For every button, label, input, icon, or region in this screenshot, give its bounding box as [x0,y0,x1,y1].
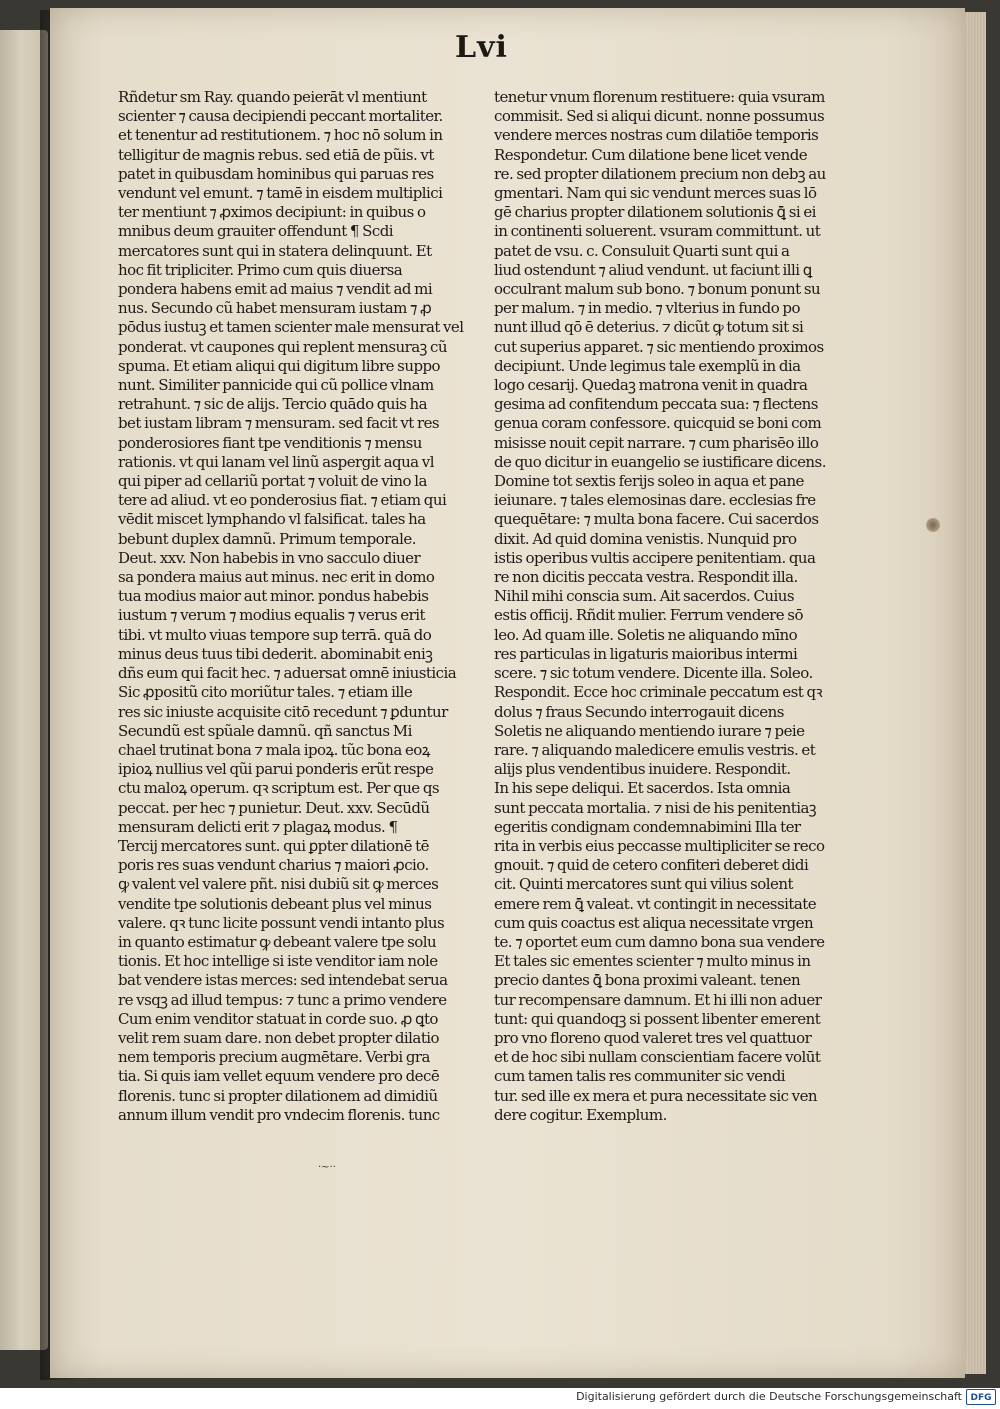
right-column-line: res particulas in ligaturis maioribus intermi [494,644,798,663]
right-text-column [494,88,849,1125]
right-column-line: precio dantes ꝗ̄ bona proximi valeant. tenen [494,971,801,990]
left-column-line: re vsqꝫ ad illud tempus: ⁊ tunc a primo vendere [118,990,447,1009]
left-column-line: ipioꝝ nullius vel qũi parui ponderis erũt respe [118,760,434,779]
right-column-line: liud ostendunt ⁊ aliud vendunt. ut faciunt illi ꝗ [494,260,812,279]
left-column-line: peccat. per hec ⁊ punietur. Deut. xxv. Secūdũ [118,798,430,817]
left-column-line: florenis. tunc si propter dilationem ad dimidiũ [118,1086,438,1105]
right-column-line: istis operibus vultis accipere penitentiam. qua [494,548,816,567]
left-column-line: annum illum vendit pro vndecim florenis. tunc [118,1105,440,1124]
right-column-line: alijs plus vendentibus inuidere. Respondit. [494,760,791,779]
left-column-line: qui piper ad cellariũ portat ⁊ voluit de vino la [118,472,427,491]
left-column-line: dñs eum qui facit hec. ⁊ aduersat omnē iniusticia [118,664,457,683]
footer-bar [0,1388,1000,1409]
right-column-line: de quo dicitur in euangelio se iustificare dicens. [494,452,826,471]
left-column-line: tionis. Et hoc intellige si iste venditor iam nole [118,952,438,971]
left-column-line: tua modius maior aut minor. pondus habebis [118,587,429,606]
left-column-line: bat vendere istas merces: sed intendebat serua [118,971,448,990]
left-column-line: ponderosiores fiant tpe venditionis ⁊ mensu [118,433,422,452]
left-column-line: Tercij mercatores sunt. qui ꝑpter dilationē tē [118,836,429,855]
left-column-line: chael trutinat bona ⁊ mala ipoꝝ. tũc bona eoꝝ [118,740,430,759]
right-column-line: Et tales sic ementes scienter ⁊ multo minus in [494,952,811,971]
right-column-line: cut superius apparet. ⁊ sic mentiendo proximos [494,337,824,356]
folio-number: Lvi [455,30,508,65]
signature-mark: ·~·· [318,1162,336,1173]
right-column-line: nunt illud qō ē deterius. ⁊ dicũt ꝙ totum sit si [494,318,804,337]
left-column-line: tia. Si quis iam vellet equum vendere pro decē [118,1067,440,1086]
left-column-line: rationis. vt qui lanam vel linũ aspergit aqua vl [118,452,434,471]
right-column-line: egeritis condignam condemnabimini Illa ter [494,817,801,836]
right-column-line: gmentari. Nam qui sic vendunt merces suas lō [494,184,817,203]
left-column-line: vendunt vel emunt. ⁊ tamē in eisdem multiplici [118,184,443,203]
right-column-line: estis officij. Rñdit mulier. Ferrum vendere sō [494,606,803,625]
left-column-line: telligitur de magnis rebus. sed etiā de pũis. vt [118,145,434,164]
right-column-line: re non dicitis peccata vestra. Respondit illa. [494,568,798,587]
funding-credit: Digitalisierung gefördert durch die Deutsche Forschungsgemeinschaft [576,1390,962,1403]
left-column-line: poris res suas vendunt charius ⁊ maiori ꝓcio. [118,856,429,875]
right-column-line: rita in verbis eius peccasse multipliciter se reco [494,836,825,855]
left-column-line: patet in quibusdam hominibus qui paruas res [118,164,434,183]
left-column-line: Deut. xxv. Non habebis in vno sacculo diuer [118,548,421,567]
page-block-edge [962,12,986,1374]
right-column-line: scere. ⁊ sic totum vendere. Dicente illa. Soleo. [494,664,813,683]
right-column-line: pro vno floreno quod valeret tres vel quattuor [494,1028,812,1047]
left-column-line: valere. qꝛ tunc licite possunt vendi intanto plus [118,913,445,932]
left-column-line: iustum ⁊ verum ⁊ modius equalis ⁊ verus erit [118,606,425,625]
dfg-logo: DFG [966,1389,996,1405]
left-column-line: nunt. Similiter pannicide qui cũ pollice vlnam [118,376,434,395]
right-column-line: per malum. ⁊ in medio. ⁊ vlterius in fundo po [494,299,800,318]
left-column-line: Secundũ est spũale damnũ. qñ sanctus Mi [118,721,412,740]
left-column-line: pōdus iustuꝫ et tamen scienter male mensurat vel [118,318,464,337]
right-column-line: gesima ad confitendum peccata sua: ⁊ flectens [494,395,818,414]
right-column-line: re. sed propter dilationem precium non debꝫ au [494,164,826,183]
left-column-line: hoc fit tripliciter. Primo cum quis diuersa [118,260,403,279]
left-column-line: mercatores sunt qui in statera delinquunt. Et [118,241,432,260]
left-column-line: Sic ꝓpositũ cito moriũtur tales. ⁊ etiam ille [118,683,413,702]
left-column-line: ctu maloꝝ operum. qꝛ scriptum est. Per que qs [118,779,440,798]
right-column-line: cit. Quinti mercatores sunt qui vilius solent [494,875,793,894]
left-column-line: tibi. vt multo viuas tempore sup terrā. quā do [118,625,432,644]
left-column-line: ter mentiunt ⁊ ꝓximos decipiunt: in quibus o [118,203,426,222]
right-column-line: Soletis ne aliquando mentiendo iurare ⁊ peie [494,721,805,740]
right-column-line: tur recompensare damnum. Et hi illi non aduer [494,990,822,1009]
right-column-line: quequētare: ⁊ multa bona facere. Cui sacerdos [494,510,819,529]
right-column-line: vendere merces nostras cum dilatiōe temporis [494,126,819,145]
left-column-line: nus. Secundo cũ habet mensuram iustam ⁊ ꝓ [118,299,432,318]
left-column-line: tere ad aliud. vt eo ponderosius fiat. ⁊ etiam qui [118,491,447,510]
left-column-line: vēdit miscet lymphando vl falsificat. tales ha [118,510,426,529]
left-column-line: mnibus deum grauiter offendunt ¶ Scdi [118,222,393,241]
right-column-line: dere cogitur. Exemplum. [494,1105,667,1124]
right-column-line: te. ⁊ oportet eum cum damno bona sua vendere [494,932,825,951]
right-column-line: sunt peccata mortalia. ⁊ nisi de his penitentiaꝫ [494,798,817,817]
right-column-line: genua coram confessore. quicquid se boni com [494,414,822,433]
right-column-line: Domine tot sextis ferijs soleo in aqua et pane [494,472,804,491]
right-column-line: commisit. Sed si aliqui dicunt. nonne possumus [494,107,825,126]
left-column-line: scienter ⁊ causa decipiendi peccant mortaliter. [118,107,443,126]
left-column-line: spuma. Et etiam aliqui qui digitum libre suppo [118,356,441,375]
right-column-line: tunt: qui quandoqꝫ si possent libenter emerent [494,1009,821,1028]
right-column-line: et de hoc sibi nullam conscientiam facere volūt [494,1048,821,1067]
right-column-line: patet de vsu. c. Consuluit Quarti sunt qui a [494,241,790,260]
left-column-line: minus deus tuus tibi dederit. abominabit eniꝫ [118,644,433,663]
left-column-line: Rñdetur sm Ray. quando peierāt vl mentiunt [118,88,427,106]
left-column-line: bebunt duplex damnũ. Primum temporale. [118,529,416,548]
left-column-line: res sic iniuste acquisite citō recedunt ⁊ ꝑduntur [118,702,448,721]
left-column-line: nem temporis precium augmētare. Verbi gra [118,1048,430,1067]
left-column-line: ꝙ valent vel valere pñt. nisi dubiũ sit ꝙ merces [118,875,439,894]
left-column-line: mensuram delicti erit ⁊ plagaꝝ modus. ¶ [118,817,398,836]
right-column-line: Nihil mihi conscia sum. Ait sacerdos. Cuius [494,587,795,606]
right-column-line: Respondit. Ecce hoc criminale peccatum est qꝛ [494,683,823,702]
right-column-line: occulrant malum sub bono. ⁊ bonum ponunt su [494,280,821,299]
left-column-line: in quanto estimatur ꝙ debeant valere tpe solu [118,932,437,951]
right-column-line: misisse nouit cepit narrare. ⁊ cum pharisēo illo [494,433,819,452]
right-column-line: tur. sed ille ex mera et pura necessitate sic ven [494,1086,818,1105]
right-column-line: logo cesarij. Quedaꝫ matrona venit in quadra [494,376,808,395]
left-column-line: et tenentur ad restitutionem. ⁊ hoc nō solum in [118,126,443,145]
left-column-line: vendite tpe solutionis debeant plus vel minus [118,894,432,913]
right-column-line: In his sepe deliqui. Et sacerdos. Ista omnia [494,779,791,798]
left-column-line: bet iustam libram ⁊ mensuram. sed facit vt res [118,414,440,433]
left-column-line: velit rem suam dare. non debet propter dilatio [118,1028,440,1047]
right-column-line: gnouit. ⁊ quid de cetero confiteri deberet didi [494,856,809,875]
right-column-line: dixit. Ad quid domina venistis. Nunquid pro [494,529,797,548]
right-column-line: ieiunare. ⁊ tales elemosinas dare. ecclesias fre [494,491,816,510]
left-text-column [118,88,463,1125]
right-column-line: rare. ⁊ aliquando maledicere emulis vestris. et [494,740,816,759]
left-column-line: sa pondera maius aut minus. nec erit in domo [118,568,435,587]
ink-blot [926,518,940,532]
left-column-line: ponderat. vt caupones qui replent mensuraꝫ cũ [118,337,447,356]
right-column-line: dolus ⁊ fraus Secundo interrogauit dicens [494,702,784,721]
left-column-line: Cum enim venditor statuat in corde suo. ꝓ ꝗto [118,1009,438,1028]
right-column-line: in continenti soluerent. vsuram committunt. ut [494,222,821,241]
right-column-line: emere rem ꝗ̄ valeat. vt contingit in necessitate [494,894,817,913]
left-column-line: retrahunt. ⁊ sic de alijs. Tercio quādo quis ha [118,395,428,414]
right-column-line: leo. Ad quam ille. Soletis ne aliquando mīno [494,625,798,644]
right-column-line: cum tamen talis res communiter sic vendi [494,1067,786,1086]
right-column-line: gē charius propter dilationem solutionis ꝗ̄ si ei [494,203,816,222]
right-column-line: tenetur vnum florenum restituere: quia vsuram [494,88,825,106]
right-column-line: cum quis coactus est aliqua necessitate vrgen [494,913,814,932]
left-column-line: pondera habens emit ad maius ⁊ vendit ad mi [118,280,433,299]
right-column-line: Respondetur. Cum dilatione bene licet vende [494,145,808,164]
right-column-line: decipiunt. Unde legimus tale exemplũ in dia [494,356,801,375]
